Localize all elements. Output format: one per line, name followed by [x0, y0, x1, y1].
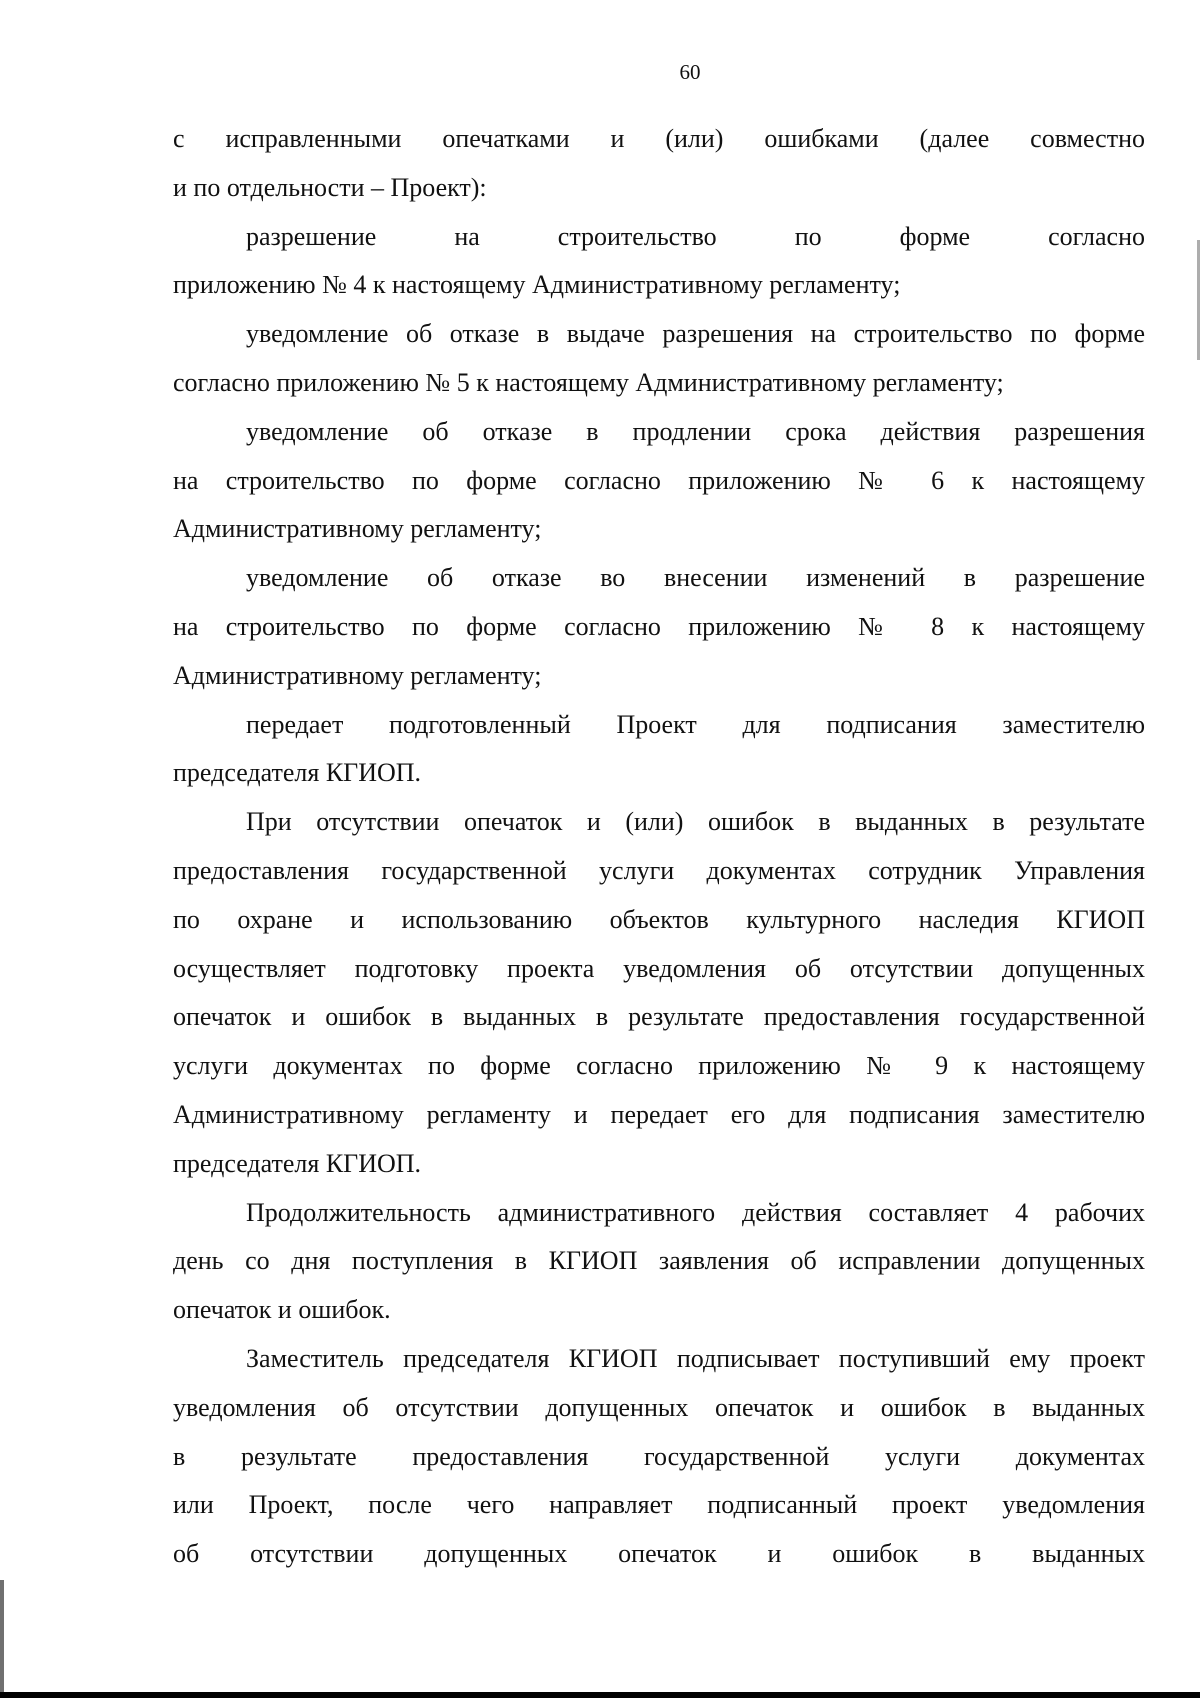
- paragraph: [173, 115, 1145, 213]
- text-line: разрешение на строительство по форме согласно: [246, 221, 1145, 251]
- text-line: председателя КГИОП.: [173, 1148, 422, 1178]
- text-line: или Проект, после чего направляет подписанный проект уведомления: [173, 1490, 1145, 1520]
- paragraph: [173, 798, 1145, 1188]
- text-line: уведомление об отказе во внесении изменений в разрешение: [246, 563, 1145, 593]
- text-line: согласно приложению № 5 к настоящему Административному регламенту;: [173, 367, 1004, 397]
- document-body: [173, 115, 1145, 1579]
- text-line: Заместитель председателя КГИОП подписывает поступивший ему проект: [246, 1343, 1145, 1373]
- text-line: передает подготовленный Проект для подписания заместителю: [246, 709, 1145, 739]
- paragraph: [173, 213, 1145, 311]
- text-line: председателя КГИОП.: [173, 758, 422, 788]
- text-line: с исправленными опечатками и (или) ошибками (далее совместно: [173, 124, 1145, 153]
- text-line: день со дня поступления в КГИОП заявления об исправлении допущенных: [173, 1246, 1145, 1276]
- text-line: по охране и использованию объектов культурного наследия КГИОП: [173, 904, 1145, 934]
- text-line: Административному регламенту и передает его для подписания заместителю: [173, 1099, 1145, 1129]
- text-line: уведомления об отсутствии допущенных опечаток и ошибок в выданных: [173, 1392, 1145, 1422]
- text-line: Продолжительность административного действия составляет 4 рабочих: [246, 1197, 1145, 1227]
- text-line: Административному регламенту;: [173, 660, 542, 690]
- text-line: уведомление об отказе в продлении срока действия разрешения: [246, 416, 1145, 446]
- text-line: уведомление об отказе в выдаче разрешения на строительство по форме: [246, 319, 1145, 349]
- text-line: об отсутствии допущенных опечаток и ошибок в выданных: [173, 1539, 1145, 1569]
- paragraph: [173, 408, 1145, 554]
- text-line: опечаток и ошибок в выданных в результате предоставления государственной: [173, 1002, 1145, 1032]
- text-line: в результате предоставления государственной услуги документах: [173, 1441, 1145, 1471]
- paragraph: [173, 701, 1145, 799]
- text-line: и по отдельности – Проект):: [173, 172, 487, 202]
- scan-bottom-border: [0, 1692, 1200, 1698]
- page-number: 60: [679, 60, 701, 84]
- text-line: осуществляет подготовку проекта уведомления об отсутствии допущенных: [173, 953, 1145, 983]
- text-line: предоставления государственной услуги документах сотрудник Управления: [173, 855, 1145, 885]
- paragraph: [173, 1335, 1145, 1579]
- text-line: приложению № 4 к настоящему Административному регламенту;: [173, 270, 901, 300]
- paragraph: [173, 554, 1145, 700]
- text-line: на строительство по форме согласно приложению № 6 к настоящему: [173, 465, 1145, 495]
- text-line: При отсутствии опечаток и (или) ошибок в выданных в результате: [246, 807, 1145, 837]
- page-number-container: [0, 60, 1200, 85]
- paragraph: [173, 310, 1145, 408]
- text-line: опечаток и ошибок.: [173, 1295, 391, 1325]
- paragraph: [173, 1189, 1145, 1335]
- scan-edge-left: [0, 1580, 4, 1692]
- text-line: Административному регламенту;: [173, 514, 542, 544]
- text-line: услуги документах по форме согласно приложению № 9 к настоящему: [173, 1051, 1145, 1081]
- text-line: на строительство по форме согласно приложению № 8 к настоящему: [173, 611, 1145, 641]
